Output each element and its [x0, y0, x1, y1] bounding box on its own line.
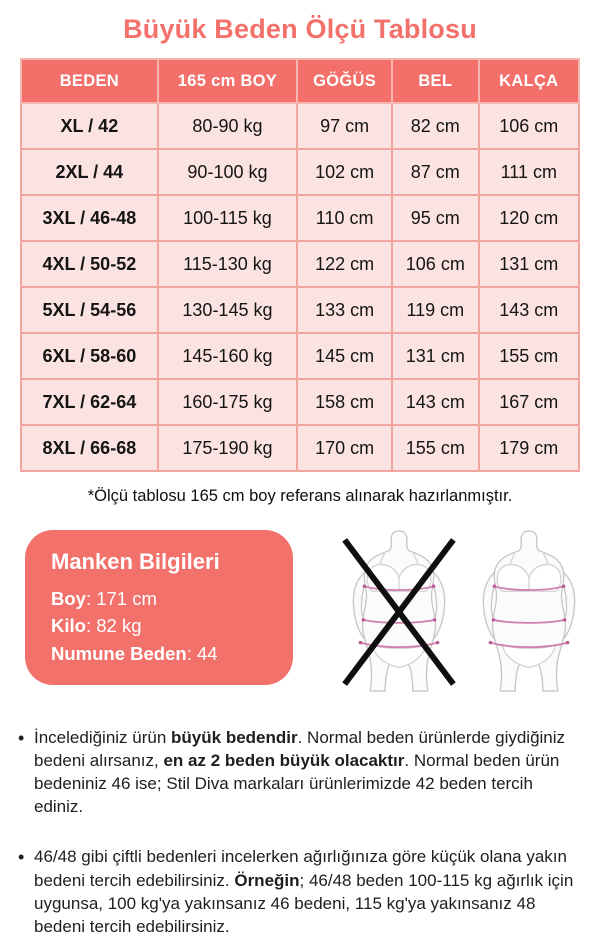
table-row	[21, 379, 579, 425]
model-info-list	[51, 585, 269, 667]
measure-cell: 133 cm	[297, 287, 392, 333]
measure-cell: 120 cm	[479, 195, 579, 241]
note-bold-segment: büyük bedendir	[171, 728, 298, 747]
measure-cell: 160-175 kg	[158, 379, 298, 425]
note-segment: İncelediğiniz ürün	[34, 728, 172, 747]
measure-cell: 106 cm	[479, 103, 579, 149]
measure-cell: 155 cm	[479, 333, 579, 379]
size-label-cell: 7XL / 62-64	[21, 379, 158, 425]
measure-cell: 170 cm	[297, 425, 392, 471]
column-header: GÖĞÜS	[297, 59, 392, 103]
measure-cell: 97 cm	[297, 103, 392, 149]
size-label-cell: 4XL / 50-52	[21, 241, 158, 287]
table-row	[21, 425, 579, 471]
measure-cell: 100-115 kg	[158, 195, 298, 241]
note-segment: 46/48 gibi çiftli bedenleri incelerken ağırlığınıza göre küçük olana yakın bedeni tercih edebilirsiniz.	[34, 847, 567, 890]
table-row	[21, 195, 579, 241]
measure-cell: 145-160 kg	[158, 333, 298, 379]
size-label-cell: 6XL / 58-60	[21, 333, 158, 379]
measure-cell: 80-90 kg	[158, 103, 298, 149]
size-label-cell: 3XL / 46-48	[21, 195, 158, 241]
table-footnote: *Ölçü tablosu 165 cm boy referans alınarak hazırlanmıştır.	[87, 487, 513, 505]
measure-cell: 122 cm	[297, 241, 392, 287]
measure-cell: 87 cm	[392, 149, 478, 195]
note-segment: ; 46/48 beden 100-115 kg ağırlık için uygunsa, 100 kg'ya yakınsanız 46 bedeni, 115 kg'ya yakınsanız 48 bedeni tercih edebilirsiniz.	[34, 870, 574, 936]
size-table-header-row	[21, 59, 579, 103]
measure-cell: 145 cm	[297, 333, 392, 379]
note-bold-segment: en az 2 beden büyük olacaktır	[163, 751, 405, 771]
measure-cell: 130-145 kg	[158, 287, 298, 333]
model-info-card	[25, 530, 293, 685]
model-info-title: Manken Bilgileri	[51, 549, 220, 574]
correct-measurement-figure	[468, 528, 590, 696]
column-header: BEL	[392, 59, 478, 103]
measure-cell: 131 cm	[392, 333, 478, 379]
measure-cell: 82 cm	[392, 103, 478, 149]
measure-cell: 155 cm	[392, 425, 478, 471]
model-info-item: Numune Beden: 44	[51, 642, 218, 664]
measure-cell: 119 cm	[392, 287, 478, 333]
measured-body-icon	[468, 528, 590, 696]
model-info-item: Kilo: 82 kg	[51, 615, 142, 637]
figure-illustrations	[293, 528, 590, 696]
measure-cell: 102 cm	[297, 149, 392, 195]
note-segment: . Normal beden ürün bedeniniz 46 ise; Stil Diva markaları ürünlerimizde 42 beden tercih ediniz.	[34, 751, 560, 817]
measure-cell: 110 cm	[297, 195, 392, 241]
note-item	[18, 845, 582, 937]
size-label-cell: 5XL / 54-56	[21, 287, 158, 333]
table-row	[21, 333, 579, 379]
measure-cell: 167 cm	[479, 379, 579, 425]
measure-cell: 106 cm	[392, 241, 478, 287]
model-section	[25, 530, 590, 696]
measure-cell: 131 cm	[479, 241, 579, 287]
column-header: KALÇA	[479, 59, 579, 103]
size-label-cell: XL / 42	[21, 103, 158, 149]
measure-cell: 143 cm	[392, 379, 478, 425]
table-row	[21, 103, 579, 149]
measure-cell: 115-130 kg	[158, 241, 298, 287]
measure-cell: 179 cm	[479, 425, 579, 471]
table-row	[21, 287, 579, 333]
table-row	[21, 149, 579, 195]
incorrect-measurement-figure	[338, 528, 460, 696]
crossed-body-icon	[338, 528, 460, 696]
measure-cell: 90-100 kg	[158, 149, 298, 195]
page-title: Büyük Beden Ölçü Tablosu	[123, 14, 477, 44]
measure-cell: 111 cm	[479, 149, 579, 195]
note-item	[18, 726, 582, 818]
size-table-body	[21, 103, 579, 471]
measure-cell: 143 cm	[479, 287, 579, 333]
size-label-cell: 2XL / 44	[21, 149, 158, 195]
measure-cell: 95 cm	[392, 195, 478, 241]
note-bold-segment: Örneğin	[234, 870, 300, 890]
measure-cell: 158 cm	[297, 379, 392, 425]
column-header: 165 cm BOY	[158, 59, 298, 103]
note-segment: . Normal beden ürünlerde giydiğiniz bedeni alırsanız,	[34, 728, 566, 771]
notes-list	[18, 726, 582, 938]
size-label-cell: 8XL / 66-68	[21, 425, 158, 471]
size-table	[20, 58, 580, 472]
table-row	[21, 241, 579, 287]
column-header: BEDEN	[21, 59, 158, 103]
measure-cell: 175-190 kg	[158, 425, 298, 471]
model-info-item: Boy: 171 cm	[51, 588, 157, 609]
